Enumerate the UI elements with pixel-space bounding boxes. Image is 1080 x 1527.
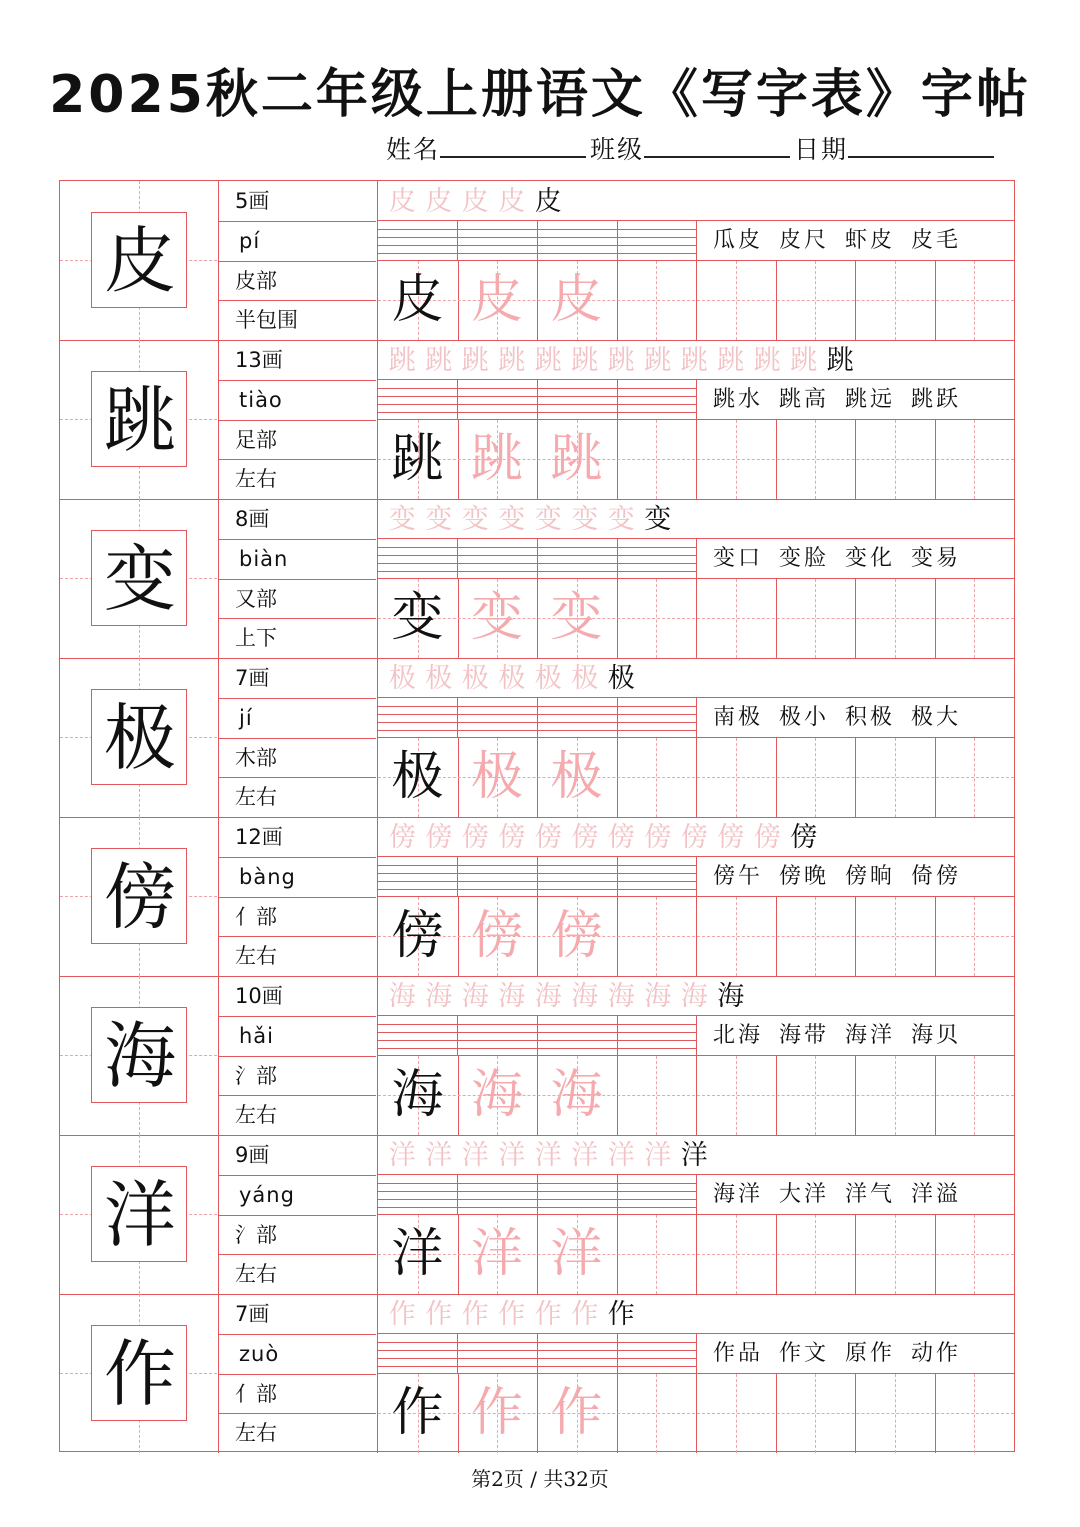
pinyin: yáng xyxy=(239,1183,295,1207)
pinyin-cell-line xyxy=(696,221,697,261)
word-list xyxy=(713,226,977,256)
stroke-step: 傍 xyxy=(717,822,745,853)
stroke-step: 跳 xyxy=(717,345,745,376)
stroke-step: 跳 xyxy=(753,345,781,376)
stroke-step: 傍 xyxy=(753,822,781,853)
stroke-step: 作 xyxy=(388,1299,416,1330)
character-row xyxy=(60,658,1014,817)
stroke-step: 跳 xyxy=(644,345,672,376)
model-character: 作 xyxy=(103,1332,176,1416)
word: 变化 xyxy=(845,546,896,571)
trace-character: 海 xyxy=(550,1065,603,1125)
stroke-step: 傍 xyxy=(790,822,818,853)
structure: 左右 xyxy=(235,467,277,491)
stroke-step: 海 xyxy=(607,981,635,1012)
stroke-count: 8画 xyxy=(235,507,270,531)
model-character-cell xyxy=(60,1135,219,1294)
stroke-count: 7画 xyxy=(235,666,270,690)
stroke-step: 作 xyxy=(534,1299,562,1330)
model-character-cell xyxy=(60,181,219,340)
model-character-box xyxy=(91,848,187,944)
pinyin-cell-line xyxy=(457,539,458,579)
pinyin-cell-line xyxy=(537,857,538,897)
stroke-count: 7画 xyxy=(235,1302,270,1326)
radical: 皮部 xyxy=(235,269,277,293)
stroke-step: 跳 xyxy=(790,345,818,376)
stroke-order-sequence xyxy=(384,1141,713,1171)
practice-character: 作 xyxy=(391,1383,444,1443)
stroke-step: 海 xyxy=(717,981,745,1012)
character-info xyxy=(219,1135,378,1294)
pinyin-cell-line xyxy=(617,1334,618,1374)
trace-character: 傍 xyxy=(550,906,603,966)
pinyin-cell-line xyxy=(617,857,618,897)
class-label: 班级 xyxy=(590,135,645,164)
stroke-step: 皮 xyxy=(534,186,562,217)
stroke-step: 变 xyxy=(461,504,489,535)
stroke-step: 皮 xyxy=(498,186,526,217)
page-number: 第2页 / 共32页 xyxy=(471,1467,609,1491)
word: 跳远 xyxy=(845,387,896,412)
pinyin-cell-line xyxy=(696,698,697,738)
structure: 左右 xyxy=(235,1421,277,1445)
trace-character: 皮 xyxy=(470,270,523,330)
structure: 上下 xyxy=(235,626,277,650)
model-character: 跳 xyxy=(103,378,176,462)
pinyin: pí xyxy=(239,229,261,253)
word: 北海 xyxy=(713,1023,764,1048)
word: 南极 xyxy=(713,705,764,730)
stroke-count: 13画 xyxy=(235,348,283,372)
stroke-step: 极 xyxy=(534,663,562,694)
pinyin-cell-line xyxy=(537,1016,538,1056)
radical: 氵部 xyxy=(235,1223,277,1247)
word: 海贝 xyxy=(911,1023,962,1048)
pinyin-cell-line xyxy=(617,1016,618,1056)
pinyin-cell-line xyxy=(617,380,618,420)
character-info xyxy=(219,181,378,340)
pinyin-cell-line xyxy=(537,539,538,579)
stroke-step: 洋 xyxy=(461,1140,489,1171)
stroke-step: 跳 xyxy=(680,345,708,376)
model-character-box xyxy=(91,689,187,785)
character-row xyxy=(60,976,1014,1135)
stroke-step: 作 xyxy=(461,1299,489,1330)
stroke-count: 10画 xyxy=(235,984,283,1008)
pinyin-cell-line xyxy=(537,1334,538,1374)
stroke-step: 跳 xyxy=(607,345,635,376)
stroke-step: 跳 xyxy=(571,345,599,376)
model-character-cell xyxy=(60,499,219,658)
stroke-order-sequence xyxy=(384,1300,640,1330)
word: 原作 xyxy=(845,1341,896,1366)
pinyin: tiào xyxy=(239,388,283,412)
structure: 左右 xyxy=(235,1262,277,1286)
word: 作品 xyxy=(713,1341,764,1366)
stroke-step: 极 xyxy=(607,663,635,694)
stroke-count: 9画 xyxy=(235,1143,270,1167)
character-info xyxy=(219,340,378,499)
stroke-step: 跳 xyxy=(388,345,416,376)
stroke-order-sequence xyxy=(384,664,640,694)
model-character: 变 xyxy=(103,537,176,621)
trace-character: 皮 xyxy=(550,270,603,330)
trace-character: 海 xyxy=(470,1065,523,1125)
word-list xyxy=(713,385,977,415)
character-info xyxy=(219,499,378,658)
word: 跳水 xyxy=(713,387,764,412)
class-blank xyxy=(644,136,790,158)
model-character-box xyxy=(91,1166,187,1262)
radical: 亻部 xyxy=(235,1382,277,1406)
trace-character: 极 xyxy=(470,747,523,807)
word: 作文 xyxy=(779,1341,830,1366)
word: 积极 xyxy=(845,705,896,730)
stroke-step: 海 xyxy=(680,981,708,1012)
character-row xyxy=(60,817,1014,976)
model-character-cell xyxy=(60,976,219,1135)
stroke-step: 作 xyxy=(425,1299,453,1330)
stroke-step: 傍 xyxy=(680,822,708,853)
stroke-step: 变 xyxy=(388,504,416,535)
stroke-step: 变 xyxy=(607,504,635,535)
pinyin-cell-line xyxy=(457,1016,458,1056)
trace-character: 变 xyxy=(550,588,603,648)
stroke-step: 作 xyxy=(607,1299,635,1330)
character-info xyxy=(219,976,378,1135)
stroke-step: 海 xyxy=(644,981,672,1012)
stroke-step: 傍 xyxy=(425,822,453,853)
practice-grid xyxy=(59,180,1015,1452)
model-character-cell xyxy=(60,817,219,976)
pinyin-cell-line xyxy=(696,1334,697,1374)
word: 洋溢 xyxy=(911,1182,962,1207)
student-info-line xyxy=(386,130,998,166)
trace-character: 作 xyxy=(470,1383,523,1443)
word: 瓜皮 xyxy=(713,228,764,253)
word: 极小 xyxy=(779,705,830,730)
word: 虾皮 xyxy=(845,228,896,253)
model-character-cell xyxy=(60,340,219,499)
word: 大洋 xyxy=(779,1182,830,1207)
practice-character: 海 xyxy=(391,1065,444,1125)
stroke-step: 洋 xyxy=(425,1140,453,1171)
stroke-step: 极 xyxy=(571,663,599,694)
practice-character: 极 xyxy=(391,747,444,807)
word: 海洋 xyxy=(845,1023,896,1048)
pinyin: biàn xyxy=(239,547,289,571)
word: 皮毛 xyxy=(911,228,962,253)
word: 傍晌 xyxy=(845,864,896,889)
stroke-step: 傍 xyxy=(498,822,526,853)
word: 洋气 xyxy=(845,1182,896,1207)
trace-character: 洋 xyxy=(470,1224,523,1284)
pinyin-cell-line xyxy=(457,698,458,738)
page-title: 2025秋二年级上册语文《写字表》字帖 xyxy=(49,65,1031,125)
structure: 左右 xyxy=(235,1103,277,1127)
stroke-step: 跳 xyxy=(826,345,854,376)
character-row xyxy=(60,340,1014,499)
stroke-step: 极 xyxy=(498,663,526,694)
stroke-step: 皮 xyxy=(461,186,489,217)
stroke-count: 12画 xyxy=(235,825,283,849)
model-character-cell xyxy=(60,658,219,817)
stroke-step: 海 xyxy=(425,981,453,1012)
pinyin-cell-line xyxy=(537,1175,538,1215)
stroke-step: 傍 xyxy=(644,822,672,853)
practice-character: 傍 xyxy=(391,906,444,966)
word: 变口 xyxy=(713,546,764,571)
stroke-step: 跳 xyxy=(425,345,453,376)
practice-character: 变 xyxy=(391,588,444,648)
stroke-step: 洋 xyxy=(607,1140,635,1171)
pinyin-cell-line xyxy=(696,380,697,420)
stroke-step: 傍 xyxy=(461,822,489,853)
structure: 左右 xyxy=(235,785,277,809)
word: 极大 xyxy=(911,705,962,730)
stroke-step: 跳 xyxy=(534,345,562,376)
pinyin-cell-line xyxy=(537,380,538,420)
pinyin-cell-line xyxy=(696,539,697,579)
model-character-box xyxy=(91,212,187,308)
word: 变脸 xyxy=(779,546,830,571)
word: 傍午 xyxy=(713,864,764,889)
model-character: 洋 xyxy=(103,1173,176,1257)
character-row xyxy=(60,1135,1014,1294)
stroke-step: 跳 xyxy=(461,345,489,376)
pinyin-cell-line xyxy=(617,1175,618,1215)
pinyin-cell-line xyxy=(696,857,697,897)
stroke-count: 5画 xyxy=(235,189,270,213)
radical: 氵部 xyxy=(235,1064,277,1088)
pinyin-cell-line xyxy=(457,1334,458,1374)
stroke-step: 作 xyxy=(571,1299,599,1330)
structure: 半包围 xyxy=(235,308,298,332)
stroke-step: 洋 xyxy=(644,1140,672,1171)
stroke-step: 海 xyxy=(498,981,526,1012)
stroke-step: 跳 xyxy=(498,345,526,376)
model-character: 海 xyxy=(103,1014,176,1098)
stroke-order-sequence xyxy=(384,823,822,853)
stroke-step: 变 xyxy=(498,504,526,535)
character-info xyxy=(219,658,378,817)
stroke-step: 海 xyxy=(388,981,416,1012)
word-list xyxy=(713,862,977,892)
date-blank xyxy=(848,136,994,158)
character-info xyxy=(219,817,378,976)
practice-character: 洋 xyxy=(391,1224,444,1284)
model-character-cell xyxy=(60,1294,219,1453)
word-list xyxy=(713,1021,977,1051)
pinyin-cell-line xyxy=(696,1175,697,1215)
stroke-order-sequence xyxy=(384,346,859,376)
model-character-box xyxy=(91,530,187,626)
pinyin-cell-line xyxy=(457,380,458,420)
radical: 又部 xyxy=(235,587,277,611)
model-character-box xyxy=(91,1325,187,1421)
character-row xyxy=(60,181,1014,340)
date-label: 日期 xyxy=(794,135,849,164)
stroke-step: 皮 xyxy=(388,186,416,217)
word-list xyxy=(713,1180,977,1210)
trace-character: 跳 xyxy=(550,429,603,489)
stroke-step: 海 xyxy=(571,981,599,1012)
stroke-step: 洋 xyxy=(388,1140,416,1171)
stroke-step: 傍 xyxy=(571,822,599,853)
radical: 足部 xyxy=(235,428,277,452)
model-character-box xyxy=(91,1007,187,1103)
word: 变易 xyxy=(911,546,962,571)
pinyin-cell-line xyxy=(617,539,618,579)
stroke-order-sequence xyxy=(384,187,567,217)
pinyin: bàng xyxy=(239,865,296,889)
trace-character: 作 xyxy=(550,1383,603,1443)
model-character: 极 xyxy=(103,696,176,780)
stroke-step: 变 xyxy=(571,504,599,535)
word-list xyxy=(713,1339,977,1369)
trace-character: 变 xyxy=(470,588,523,648)
word: 动作 xyxy=(911,1341,962,1366)
word-list xyxy=(713,544,977,574)
stroke-step: 傍 xyxy=(607,822,635,853)
word: 皮尺 xyxy=(779,228,830,253)
stroke-step: 极 xyxy=(388,663,416,694)
trace-character: 傍 xyxy=(470,906,523,966)
name-label: 姓名 xyxy=(386,135,441,164)
stroke-step: 变 xyxy=(425,504,453,535)
stroke-step: 变 xyxy=(644,504,672,535)
name-blank xyxy=(440,136,586,158)
pinyin: hǎi xyxy=(239,1024,275,1048)
pinyin-cell-line xyxy=(617,698,618,738)
pinyin-cell-line xyxy=(537,698,538,738)
stroke-step: 洋 xyxy=(534,1140,562,1171)
stroke-step: 海 xyxy=(461,981,489,1012)
stroke-step: 洋 xyxy=(571,1140,599,1171)
stroke-step: 洋 xyxy=(498,1140,526,1171)
practice-character: 跳 xyxy=(391,429,444,489)
stroke-step: 傍 xyxy=(388,822,416,853)
trace-character: 洋 xyxy=(550,1224,603,1284)
pinyin: jí xyxy=(239,706,253,730)
model-character: 傍 xyxy=(103,855,176,939)
character-info xyxy=(219,1294,378,1453)
model-character: 皮 xyxy=(103,219,176,303)
pinyin-cell-line xyxy=(457,1175,458,1215)
pinyin-cell-line xyxy=(537,221,538,261)
pinyin: zuò xyxy=(239,1342,280,1366)
practice-character: 皮 xyxy=(391,270,444,330)
stroke-step: 变 xyxy=(534,504,562,535)
pinyin-cell-line xyxy=(696,1016,697,1056)
stroke-step: 作 xyxy=(498,1299,526,1330)
trace-character: 跳 xyxy=(470,429,523,489)
radical: 木部 xyxy=(235,746,277,770)
stroke-order-sequence xyxy=(384,982,749,1012)
stroke-step: 皮 xyxy=(425,186,453,217)
pinyin-cell-line xyxy=(457,857,458,897)
trace-character: 极 xyxy=(550,747,603,807)
pinyin-cell-line xyxy=(457,221,458,261)
stroke-step: 傍 xyxy=(534,822,562,853)
pinyin-cell-line xyxy=(617,221,618,261)
word: 跳高 xyxy=(779,387,830,412)
stroke-step: 洋 xyxy=(680,1140,708,1171)
character-row xyxy=(60,1294,1014,1453)
stroke-step: 极 xyxy=(461,663,489,694)
word: 倚傍 xyxy=(911,864,962,889)
word: 海带 xyxy=(779,1023,830,1048)
word-list xyxy=(713,703,977,733)
character-row xyxy=(60,499,1014,658)
stroke-step: 海 xyxy=(534,981,562,1012)
word: 傍晚 xyxy=(779,864,830,889)
word: 海洋 xyxy=(713,1182,764,1207)
stroke-order-sequence xyxy=(384,505,676,535)
word: 跳跃 xyxy=(911,387,962,412)
stroke-step: 极 xyxy=(425,663,453,694)
model-character-box xyxy=(91,371,187,467)
structure: 左右 xyxy=(235,944,277,968)
radical: 亻部 xyxy=(235,905,277,929)
